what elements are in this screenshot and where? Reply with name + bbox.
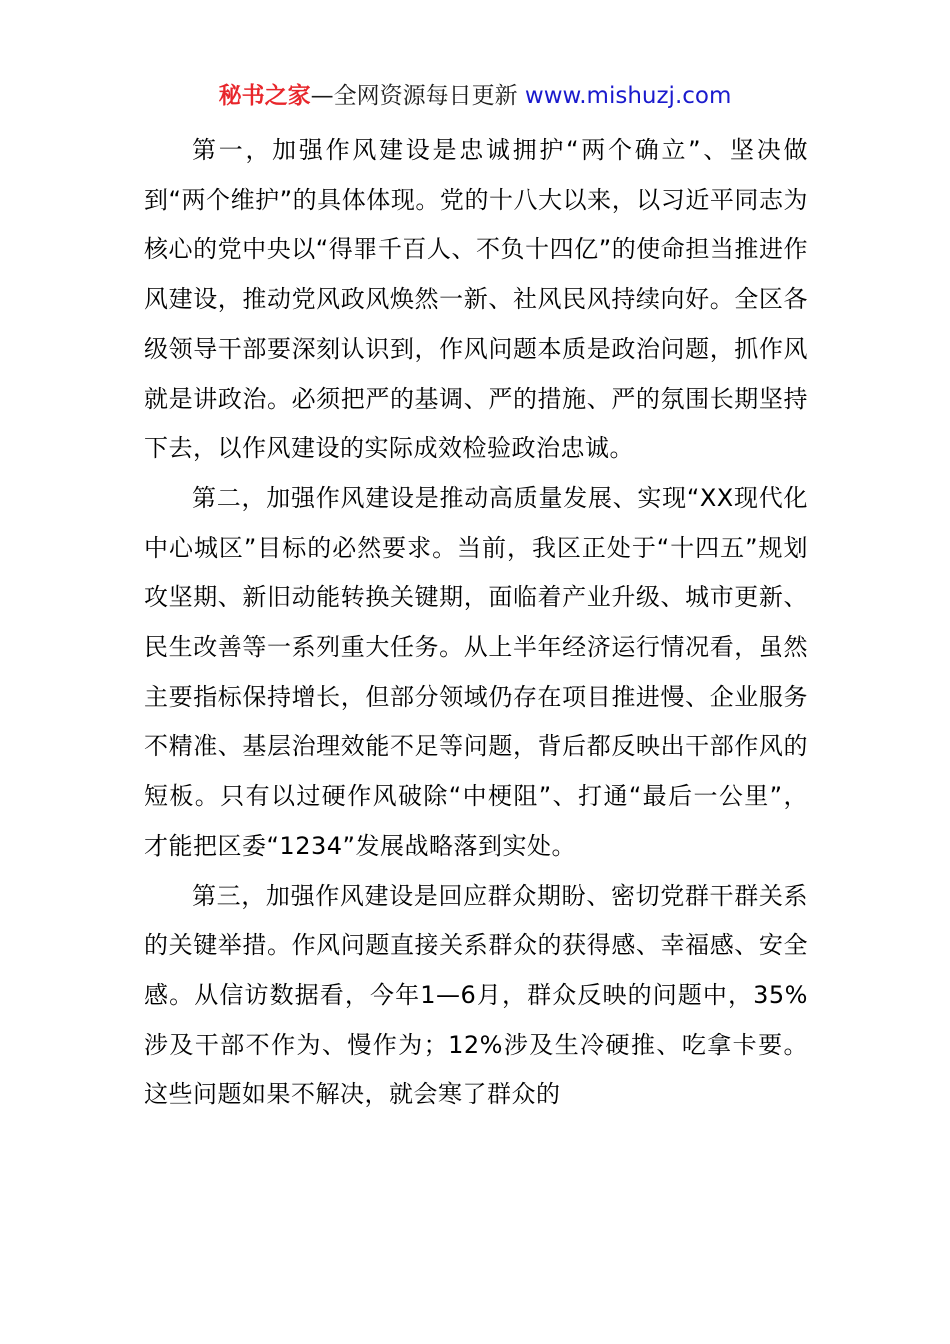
- site-header: [0, 80, 950, 112]
- brand-name: 秘书之家: [218, 83, 311, 109]
- document-body: [144, 126, 808, 1120]
- site-url[interactable]: www.mishuzj.com: [524, 83, 732, 109]
- header-tagline: —全网资源每日更新: [310, 83, 525, 109]
- paragraph-1: 第一，加强作风建设是忠诚拥护“两个确立”、坚决做到“两个维护”的具体体现。党的十八大以来，以习近平同志为核心的党中央以“得罪千百人、不负十四亿”的使命担当推进作风建设，推动党风政风焕然一新、社风民风持续向好。全区各级领导干部要深刻认识到，作风问题本质是政治问题，抓作风就是讲政治。必须把严的基调、严的措施、严的氛围长期坚持下去，以作风建设的实际成效检验政治忠诚。: [144, 136, 808, 463]
- paragraph-3: 第三，加强作风建设是回应群众期盼、密切党群干群关系的关键举措。作风问题直接关系群众的获得感、幸福感、安全感。从信访数据看，今年1—6月，群众反映的问题中，35%涉及干部不作为、慢作为；12%涉及生冷硬推、吃拿卡要。这些问题如果不解决，就会寒了群众的: [144, 881, 808, 1109]
- paragraph-2: 第二，加强作风建设是推动高质量发展、实现“XX现代化中心城区”目标的必然要求。当前，我区正处于“十四五”规划攻坚期、新旧动能转换关键期，面临着产业升级、城市更新、民生改善等一系列重大任务。从上半年经济运行情况看，虽然主要指标保持增长，但部分领域仍存在项目推进慢、企业服务不精准、基层治理效能不足等问题，背后都反映出干部作风的短板。只有以过硬作风破除“中梗阻”、打通“最后一公里”，才能把区委“1234”发展战略落到实处。: [144, 483, 808, 860]
